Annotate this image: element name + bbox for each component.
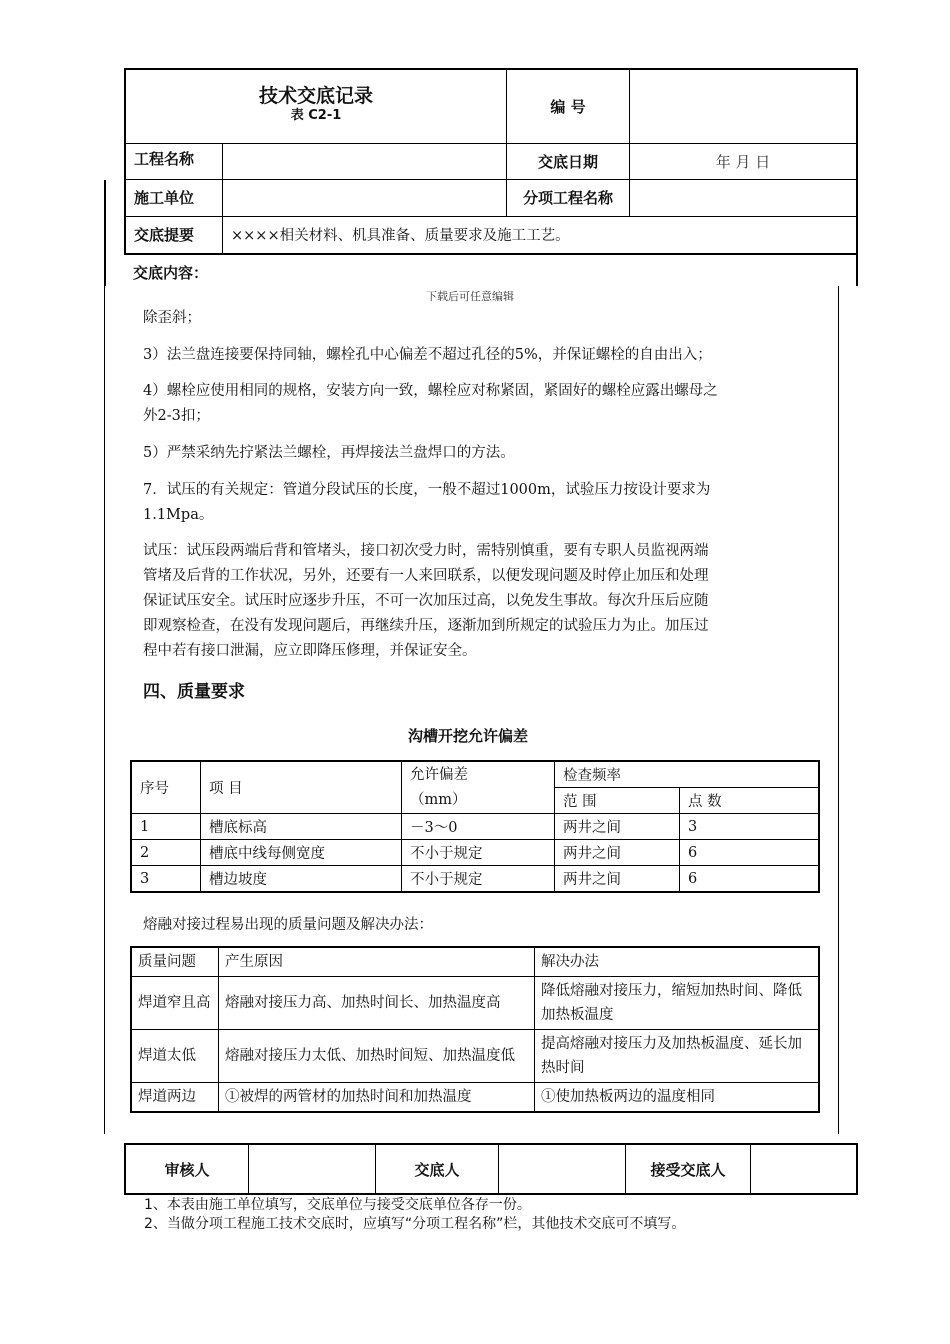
presenter-label: 交底人 xyxy=(376,1144,499,1194)
date-value[interactable]: 年 月 日 xyxy=(630,143,858,179)
para-6-line-5: 程中若有接口泄漏，应立即降压修理，并保证安全。 xyxy=(143,643,477,659)
para-5-line-1: 7．试压的有关规定：管道分段试压的长度，一般不超过1000m，试验压力按设计要求为 xyxy=(143,482,711,498)
para-3 xyxy=(143,379,811,429)
qual-cell-problem: 焊道两边 xyxy=(131,1083,219,1113)
dev-cell-points: 6 xyxy=(680,866,820,893)
para-6-line-4: 即观察检查，在没有发现问题后，再继续升压，逐渐加到所规定的试验压力为止。加压过 xyxy=(143,618,709,634)
dev-header-tol xyxy=(402,761,555,814)
dev-header-range: 范 围 xyxy=(555,788,680,814)
para-6 xyxy=(143,539,811,664)
project-name-label: 工程名称 xyxy=(126,144,223,179)
footer-note-2: 2、当做分项工程施工技术交底时，应填写“分项工程名称”栏，其他技术交底可不填写。 xyxy=(144,1216,686,1232)
number-value[interactable] xyxy=(630,69,858,143)
para-6-line-3: 保证试压安全。试压时应逐步升压，不可一次加压过高，以免发生事故。每次升压后应随 xyxy=(143,593,709,609)
table-row xyxy=(131,840,819,866)
form-title: 技术交底记录 xyxy=(258,85,373,108)
table-row xyxy=(131,866,819,893)
dev-header-item: 项 目 xyxy=(201,761,402,814)
dev-cell-tol: 不小于规定 xyxy=(402,840,555,866)
dev-cell-item: 槽底标高 xyxy=(201,814,402,840)
right-rule xyxy=(838,286,839,1134)
dev-cell-item: 槽底中线每侧宽度 xyxy=(201,840,402,866)
right-rule-top xyxy=(856,180,858,286)
qual-header-solution: 解决办法 xyxy=(535,947,820,977)
form-code: 表 C2-1 xyxy=(290,108,342,124)
para-6-line-2: 管堵及后背的工作状况，另外，还要有一人来回联系，以便发现问题及时停止加压和处理 xyxy=(143,568,709,584)
para-1: 除歪斜； xyxy=(143,310,201,326)
dev-header-freq: 检查频率 xyxy=(555,761,820,788)
para-4: 5）严禁采纳先拧紧法兰螺栓，再焊接法兰盘焊口的方法。 xyxy=(143,445,515,461)
qual-header-problem: 质量问题 xyxy=(131,947,219,977)
project-name-value[interactable] xyxy=(223,144,507,179)
table-2-intro: 熔融对接过程易出现的质量问题及解决办法： xyxy=(143,917,433,933)
subproject-label: 分项工程名称 xyxy=(507,179,630,216)
para-5 xyxy=(143,478,811,528)
unit-label: 施工单位 xyxy=(126,180,223,216)
dev-cell-seq: 3 xyxy=(131,866,201,893)
left-rule xyxy=(104,286,105,1134)
quality-table xyxy=(130,946,820,1113)
title-cell xyxy=(125,69,507,143)
para-6-line-1: 试压：试压段两端后背和管堵头，接口初次受力时，需特别慎重，要有专职人员监视两端 xyxy=(143,543,709,559)
unit-row xyxy=(125,179,507,216)
date-label: 交底日期 xyxy=(507,143,630,179)
table-row xyxy=(131,977,819,1030)
footer-notes xyxy=(144,1196,685,1234)
qual-cell-problem: 焊道太低 xyxy=(131,1030,219,1083)
reviewer-value[interactable] xyxy=(249,1144,376,1194)
dev-header-points: 点 数 xyxy=(680,788,820,814)
dev-header-tol-unit: （mm） xyxy=(410,791,467,808)
project-name-row xyxy=(125,143,507,179)
para-2: 3）法兰盘连接要保持同轴，螺栓孔中心偏差不超过孔径的5%，并保证螺栓的自由出入； xyxy=(143,347,712,363)
qual-cell-cause: ①被焊的两管材的加热时间和加热温度 xyxy=(219,1083,535,1113)
dev-cell-seq: 1 xyxy=(131,814,201,840)
qual-cell-cause: 熔融对接压力太低、加热时间短、加热温度低 xyxy=(219,1030,535,1083)
presenter-value[interactable] xyxy=(499,1144,626,1194)
content-label: 交底内容： xyxy=(133,264,209,282)
summary-row xyxy=(125,216,857,254)
qual-header-cause: 产生原因 xyxy=(219,947,535,977)
qual-cell-solution: ①使加热板两边的温度相同 xyxy=(535,1083,820,1113)
number-label: 编 号 xyxy=(507,69,630,143)
qual-cell-solution: 提高熔融对接压力及加热板温度、延长加热时间 xyxy=(535,1030,820,1083)
receiver-value[interactable] xyxy=(751,1144,858,1194)
unit-value[interactable] xyxy=(223,180,507,216)
header-form xyxy=(124,68,858,255)
dev-cell-range: 两井之间 xyxy=(555,814,680,840)
dev-cell-points: 6 xyxy=(680,840,820,866)
receiver-label: 接受交底人 xyxy=(626,1144,751,1194)
table-row xyxy=(131,1083,819,1113)
dev-cell-range: 两井之间 xyxy=(555,866,680,893)
summary-label: 交底提要 xyxy=(126,217,223,253)
para-5-line-2: 1.1Mpa。 xyxy=(143,507,214,523)
para-3-line-1: 4）螺栓应使用相同的规格，安装方向一致，螺栓应对称紧固，紧固好的螺栓应露出螺母之 xyxy=(143,383,718,399)
table-row xyxy=(131,814,819,840)
footer-note-1: 1、本表由施工单位填写，交底单位与接受交底单位各存一份。 xyxy=(144,1197,531,1213)
dev-cell-seq: 2 xyxy=(131,840,201,866)
table-row xyxy=(131,1030,819,1083)
qual-cell-solution: 降低熔融对接压力，缩短加热时间、降低加热板温度 xyxy=(535,977,820,1030)
dev-cell-points: 3 xyxy=(680,814,820,840)
qual-cell-cause: 熔融对接压力高、加热时间长、加热温度高 xyxy=(219,977,535,1030)
dev-cell-tol: 不小于规定 xyxy=(402,866,555,893)
section-4-heading: 四、质量要求 xyxy=(143,682,245,702)
qual-cell-problem: 焊道窄且高 xyxy=(131,977,219,1030)
para-3-line-2: 外2-3扣； xyxy=(143,408,210,424)
watermark-text: 下载后可任意编辑 xyxy=(426,290,514,303)
dev-header-seq: 序号 xyxy=(131,761,201,814)
deviation-table xyxy=(130,760,820,893)
dev-cell-range: 两井之间 xyxy=(555,840,680,866)
dev-cell-tol: －3～0 xyxy=(402,814,555,840)
dev-cell-item: 槽边坡度 xyxy=(201,866,402,893)
summary-value: ××××相关材料、机具准备、质量要求及施工工艺。 xyxy=(231,228,570,244)
reviewer-label: 审核人 xyxy=(125,1144,249,1194)
signature-table xyxy=(124,1143,858,1195)
table-1-title: 沟槽开挖允许偏差 xyxy=(408,727,529,745)
subproject-value[interactable] xyxy=(630,179,858,216)
left-rule-top xyxy=(104,180,106,286)
dev-header-tol-label: 允许偏差 xyxy=(410,766,468,783)
